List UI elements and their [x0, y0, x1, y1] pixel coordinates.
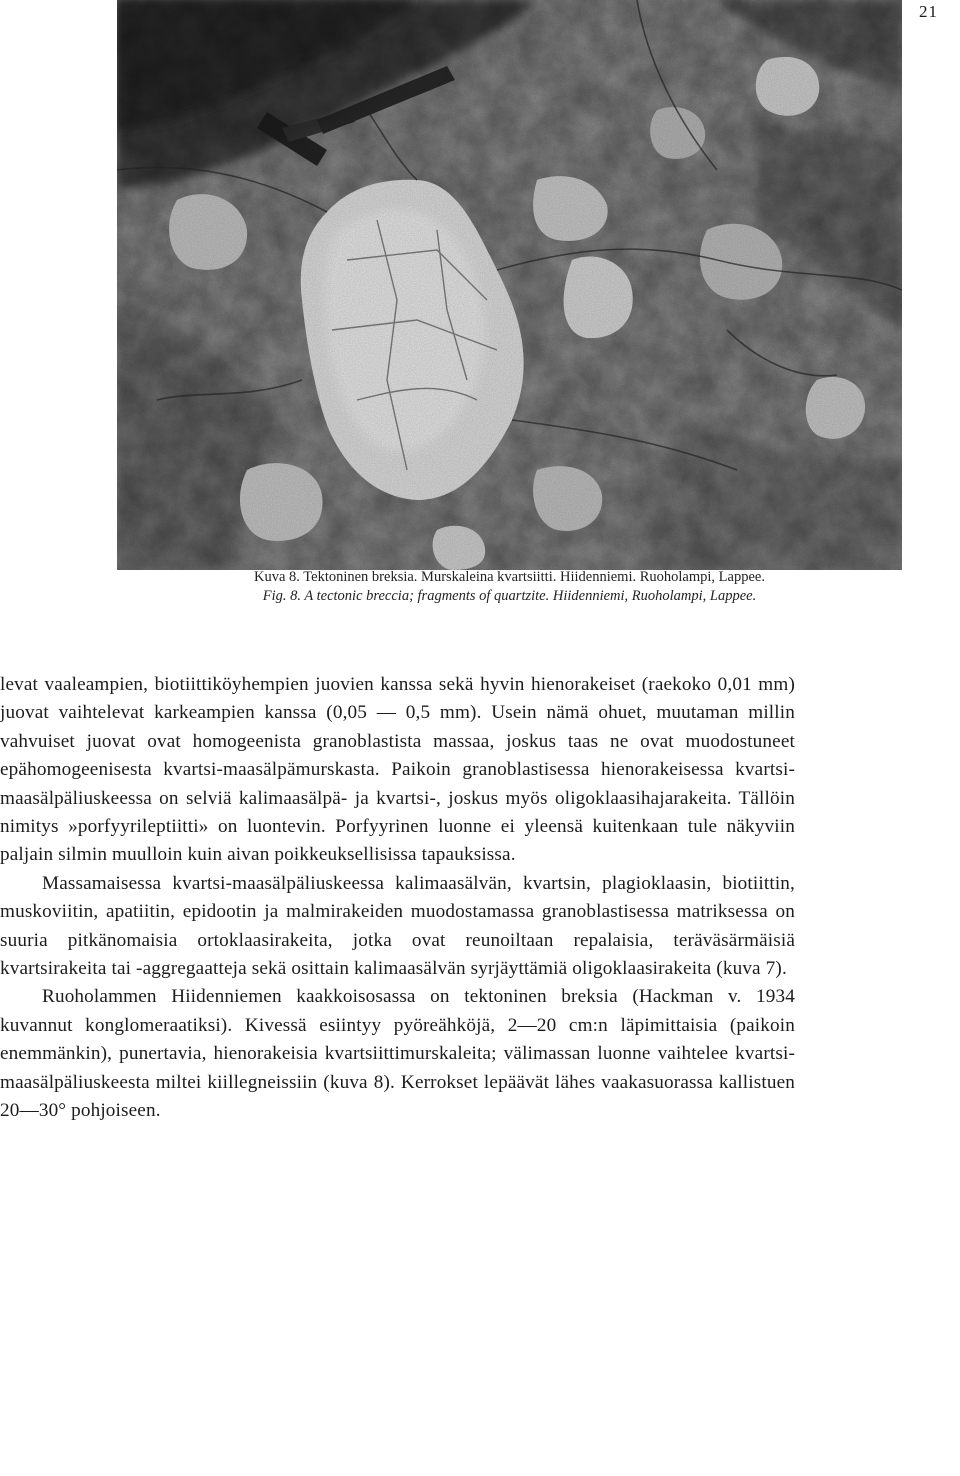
page-number: 21: [919, 2, 938, 21]
paragraph: Ruoholammen Hiidenniemen kaakkoisosassa on tektoninen breksia (Hackman v. 1934 kuvannut konglomeraatiksi). Kivessä esiintyy pyöreähköjä, 2—20 cm:n läpimittaisia (paikoin enemmänkin), punertavia, hienorakeisia kvartsiittimurskaleita; välimassan luonne vaihtelee kvartsi-maasälpäliuskeesta miltei kiillegneissiin (kuva 8). Kerrokset lepäävät lähes vaakasuorassa kallistuen 20—30° pohjoiseen.: [0, 986, 795, 1122]
paragraph: levat vaaleampien, biotiittiköyhempien juovien kanssa sekä hyvin hienorakeiset (raekoko 0,01 mm) juovat vaihtelevat karkeampien kanssa (0,05 — 0,5 mm). Usein nämä ohuet, muutaman millin vahvuiset juovat ovat homogeenista granoblastista massaa, joskus taas ne ovat muodostuneet epähomogeenisesta kvartsi-maasälpämurskasta. Paikoin granoblastisessa hienorakeisessa kvartsi-maasälpäliuskeessa on selviä kalimaasälpä- ja kvartsi-, joskus myös oligoklaasihajarakeita. Tällöin nimitys »porfyyrileptiitti» on luontevin. Porfyyrinen luonne ei yleensä kuitenkaan tule näkyviin paljain silmin muulloin kuin aivan poikkeuksellisissa tapauksissa.: [0, 674, 795, 866]
breccia-photograph: [117, 0, 902, 570]
caption-finnish: Kuva 8. Tektoninen breksia. Murskaleina kvartsiitti. Hiidenniemi. Ruoholampi, Lappee.: [254, 569, 765, 585]
caption-english: Fig. 8. A tectonic breccia; fragments of quartzite. Hiidenniemi, Ruoholampi, Lappee.: [262, 588, 757, 604]
paragraph: Massamaisessa kvartsi-maasälpäliuskeessa kalimaasälvän, kvartsin, plagioklaasin, biotiittin, muskoviitin, apatiitin, epidootin ja malmirakeiden muodostamassa granoblastisessa matriksessa on suuria pitkänomaisia ortoklaasirakeita, jotka ovat reunoiltaan repalaisia, teräväsärmäisiä kvartsirakeita tai -aggregaatteja sekä osittain kalimaasälvän syrjäyttämiä oligoklaasirakeita (kuva 7).: [0, 872, 795, 980]
body-text: [0, 671, 795, 1126]
figure-caption: [117, 568, 902, 606]
